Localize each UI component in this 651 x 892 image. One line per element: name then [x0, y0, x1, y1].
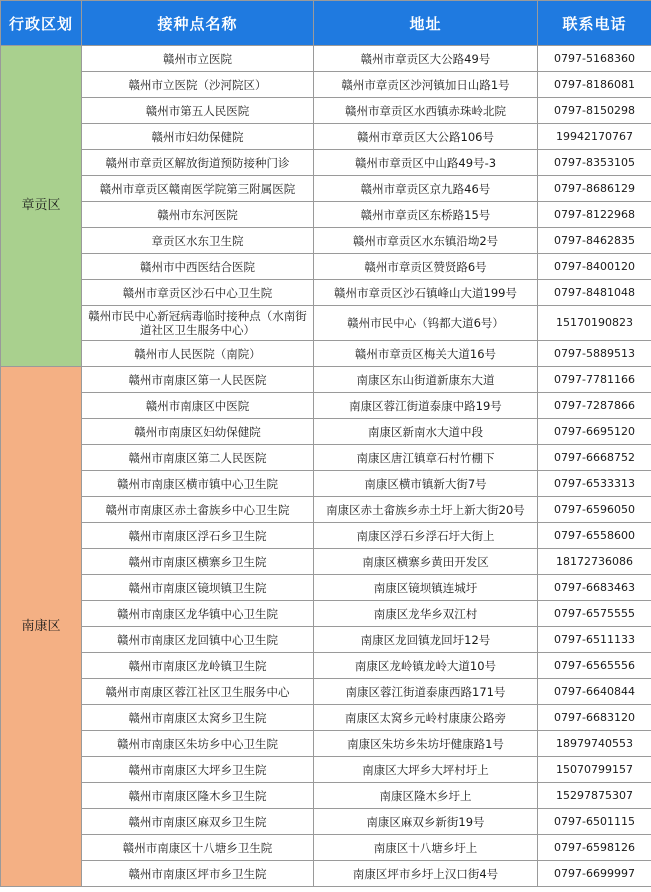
phone-cell: 15297875307 [538, 783, 651, 809]
table-row [1, 228, 651, 254]
header-district: 行政区划 [1, 1, 82, 46]
phone-cell: 0797-5889513 [538, 341, 651, 367]
phone-cell: 0797-6695120 [538, 419, 651, 445]
table-row [1, 679, 651, 705]
table-row [1, 575, 651, 601]
site-name-cell: 赣州市民中心新冠病毒临时接种点（水南街道社区卫生服务中心） [82, 306, 314, 341]
address-cell: 南康区大坪乡大坪村圩上 [314, 757, 538, 783]
address-cell: 南康区龙华乡双江村 [314, 601, 538, 627]
phone-cell: 0797-8186081 [538, 72, 651, 98]
phone-cell: 0797-8462835 [538, 228, 651, 254]
table-body [1, 46, 651, 887]
table-row [1, 98, 651, 124]
site-name-cell: 赣州市东河医院 [82, 202, 314, 228]
phone-cell: 0797-8400120 [538, 254, 651, 280]
address-cell: 南康区太窝乡元岭村康康公路旁 [314, 705, 538, 731]
site-name-cell: 赣州市章贡区沙石中心卫生院 [82, 280, 314, 306]
district-cell: 南康区 [1, 367, 82, 887]
site-name-cell: 赣州市南康区蓉江社区卫生服务中心 [82, 679, 314, 705]
table-row [1, 497, 651, 523]
address-cell: 赣州市章贡区赞贤路6号 [314, 254, 538, 280]
phone-cell: 0797-6699997 [538, 861, 651, 887]
table-row [1, 393, 651, 419]
phone-cell: 0797-8150298 [538, 98, 651, 124]
address-cell: 南康区朱坊乡朱坊圩健康路1号 [314, 731, 538, 757]
phone-cell: 19942170767 [538, 124, 651, 150]
phone-cell: 0797-6575555 [538, 601, 651, 627]
table-row [1, 367, 651, 393]
address-cell: 南康区龙岭镇龙岭大道10号 [314, 653, 538, 679]
table-row [1, 809, 651, 835]
site-name-cell: 赣州市南康区龙岭镇卫生院 [82, 653, 314, 679]
address-cell: 南康区蓉江街道泰康中路19号 [314, 393, 538, 419]
site-name-cell: 赣州市南康区龙回镇中心卫生院 [82, 627, 314, 653]
site-name-cell: 赣州市南康区妇幼保健院 [82, 419, 314, 445]
table-row [1, 254, 651, 280]
table-row [1, 523, 651, 549]
table-row [1, 176, 651, 202]
table-row [1, 124, 651, 150]
site-name-cell: 赣州市章贡区解放街道预防接种门诊 [82, 150, 314, 176]
phone-cell: 0797-8686129 [538, 176, 651, 202]
site-name-cell: 赣州市人民医院（南院） [82, 341, 314, 367]
address-cell: 南康区隆木乡圩上 [314, 783, 538, 809]
site-name-cell: 赣州市南康区隆木乡卫生院 [82, 783, 314, 809]
address-cell: 南康区横市镇新大街7号 [314, 471, 538, 497]
address-cell: 南康区麻双乡新街19号 [314, 809, 538, 835]
table-row [1, 445, 651, 471]
phone-cell: 18172736086 [538, 549, 651, 575]
header-name: 接种点名称 [82, 1, 314, 46]
site-name-cell: 赣州市南康区第一人民医院 [82, 367, 314, 393]
address-cell: 赣州市章贡区大公路49号 [314, 46, 538, 72]
table-row [1, 202, 651, 228]
address-cell: 南康区唐江镇章石村竹棚下 [314, 445, 538, 471]
address-cell: 南康区坪市乡圩上汉口街4号 [314, 861, 538, 887]
phone-cell: 0797-8481048 [538, 280, 651, 306]
phone-cell: 0797-7287866 [538, 393, 651, 419]
site-name-cell: 赣州市南康区横市镇中心卫生院 [82, 471, 314, 497]
phone-cell: 0797-5168360 [538, 46, 651, 72]
phone-cell: 0797-7781166 [538, 367, 651, 393]
address-cell: 赣州市章贡区东桥路15号 [314, 202, 538, 228]
table-row [1, 627, 651, 653]
site-name-cell: 赣州市南康区太窝乡卫生院 [82, 705, 314, 731]
address-cell: 赣州市章贡区梅关大道16号 [314, 341, 538, 367]
phone-cell: 15070799157 [538, 757, 651, 783]
site-name-cell: 章贡区水东卫生院 [82, 228, 314, 254]
site-name-cell: 赣州市章贡区赣南医学院第三附属医院 [82, 176, 314, 202]
table-row [1, 150, 651, 176]
phone-cell: 15170190823 [538, 306, 651, 341]
address-cell: 南康区十八塘乡圩上 [314, 835, 538, 861]
phone-cell: 0797-6683120 [538, 705, 651, 731]
header-row [1, 1, 651, 46]
phone-cell: 0797-6596050 [538, 497, 651, 523]
site-name-cell: 赣州市妇幼保健院 [82, 124, 314, 150]
address-cell: 赣州市民中心（钨都大道6号） [314, 306, 538, 341]
site-name-cell: 赣州市第五人民医院 [82, 98, 314, 124]
phone-cell: 0797-6683463 [538, 575, 651, 601]
phone-cell: 0797-8353105 [538, 150, 651, 176]
table-row [1, 835, 651, 861]
site-name-cell: 赣州市南康区龙华镇中心卫生院 [82, 601, 314, 627]
table-row [1, 653, 651, 679]
district-cell: 章贡区 [1, 46, 82, 367]
phone-cell: 18979740553 [538, 731, 651, 757]
table-row [1, 341, 651, 367]
address-cell: 南康区赤土畲族乡赤土圩上新大街20号 [314, 497, 538, 523]
address-cell: 赣州市章贡区沙石镇峰山大道199号 [314, 280, 538, 306]
phone-cell: 0797-6640844 [538, 679, 651, 705]
table-row [1, 419, 651, 445]
site-name-cell: 赣州市南康区第二人民医院 [82, 445, 314, 471]
table-row [1, 306, 651, 341]
table-row [1, 471, 651, 497]
site-name-cell: 赣州市中西医结合医院 [82, 254, 314, 280]
table-row [1, 705, 651, 731]
table-row [1, 783, 651, 809]
address-cell: 赣州市章贡区京九路46号 [314, 176, 538, 202]
site-name-cell: 赣州市南康区镜坝镇卫生院 [82, 575, 314, 601]
phone-cell: 0797-6565556 [538, 653, 651, 679]
site-name-cell: 赣州市南康区大坪乡卫生院 [82, 757, 314, 783]
header-phone: 联系电话 [538, 1, 651, 46]
table-row [1, 861, 651, 887]
site-name-cell: 赣州市南康区十八塘乡卫生院 [82, 835, 314, 861]
address-cell: 南康区龙回镇龙回圩12号 [314, 627, 538, 653]
phone-cell: 0797-6598126 [538, 835, 651, 861]
table-row [1, 549, 651, 575]
table-row [1, 72, 651, 98]
site-name-cell: 赣州市南康区横寨乡卫生院 [82, 549, 314, 575]
table-row [1, 280, 651, 306]
site-name-cell: 赣州市南康区麻双乡卫生院 [82, 809, 314, 835]
address-cell: 南康区横寨乡黄田开发区 [314, 549, 538, 575]
address-cell: 赣州市章贡区水西镇赤珠岭北院 [314, 98, 538, 124]
site-name-cell: 赣州市南康区赤土畲族乡中心卫生院 [82, 497, 314, 523]
site-name-cell: 赣州市南康区中医院 [82, 393, 314, 419]
table-row [1, 601, 651, 627]
address-cell: 赣州市章贡区沙河镇加日山路1号 [314, 72, 538, 98]
table-row [1, 757, 651, 783]
address-cell: 南康区东山街道新康东大道 [314, 367, 538, 393]
phone-cell: 0797-6501115 [538, 809, 651, 835]
phone-cell: 0797-6511133 [538, 627, 651, 653]
phone-cell: 0797-6533313 [538, 471, 651, 497]
address-cell: 南康区浮石乡浮石圩大街上 [314, 523, 538, 549]
site-name-cell: 赣州市南康区坪市乡卫生院 [82, 861, 314, 887]
address-cell: 赣州市章贡区水东镇沿坳2号 [314, 228, 538, 254]
site-name-cell: 赣州市立医院（沙河院区） [82, 72, 314, 98]
address-cell: 赣州市章贡区中山路49号-3 [314, 150, 538, 176]
phone-cell: 0797-6668752 [538, 445, 651, 471]
site-name-cell: 赣州市南康区浮石乡卫生院 [82, 523, 314, 549]
table-row [1, 46, 651, 72]
table-row [1, 731, 651, 757]
phone-cell: 0797-8122968 [538, 202, 651, 228]
address-cell: 南康区蓉江街道泰康西路171号 [314, 679, 538, 705]
header-address: 地址 [314, 1, 538, 46]
site-name-cell: 赣州市立医院 [82, 46, 314, 72]
address-cell: 赣州市章贡区大公路106号 [314, 124, 538, 150]
site-name-cell: 赣州市南康区朱坊乡中心卫生院 [82, 731, 314, 757]
phone-cell: 0797-6558600 [538, 523, 651, 549]
address-cell: 南康区镜坝镇连城圩 [314, 575, 538, 601]
address-cell: 南康区新南水大道中段 [314, 419, 538, 445]
